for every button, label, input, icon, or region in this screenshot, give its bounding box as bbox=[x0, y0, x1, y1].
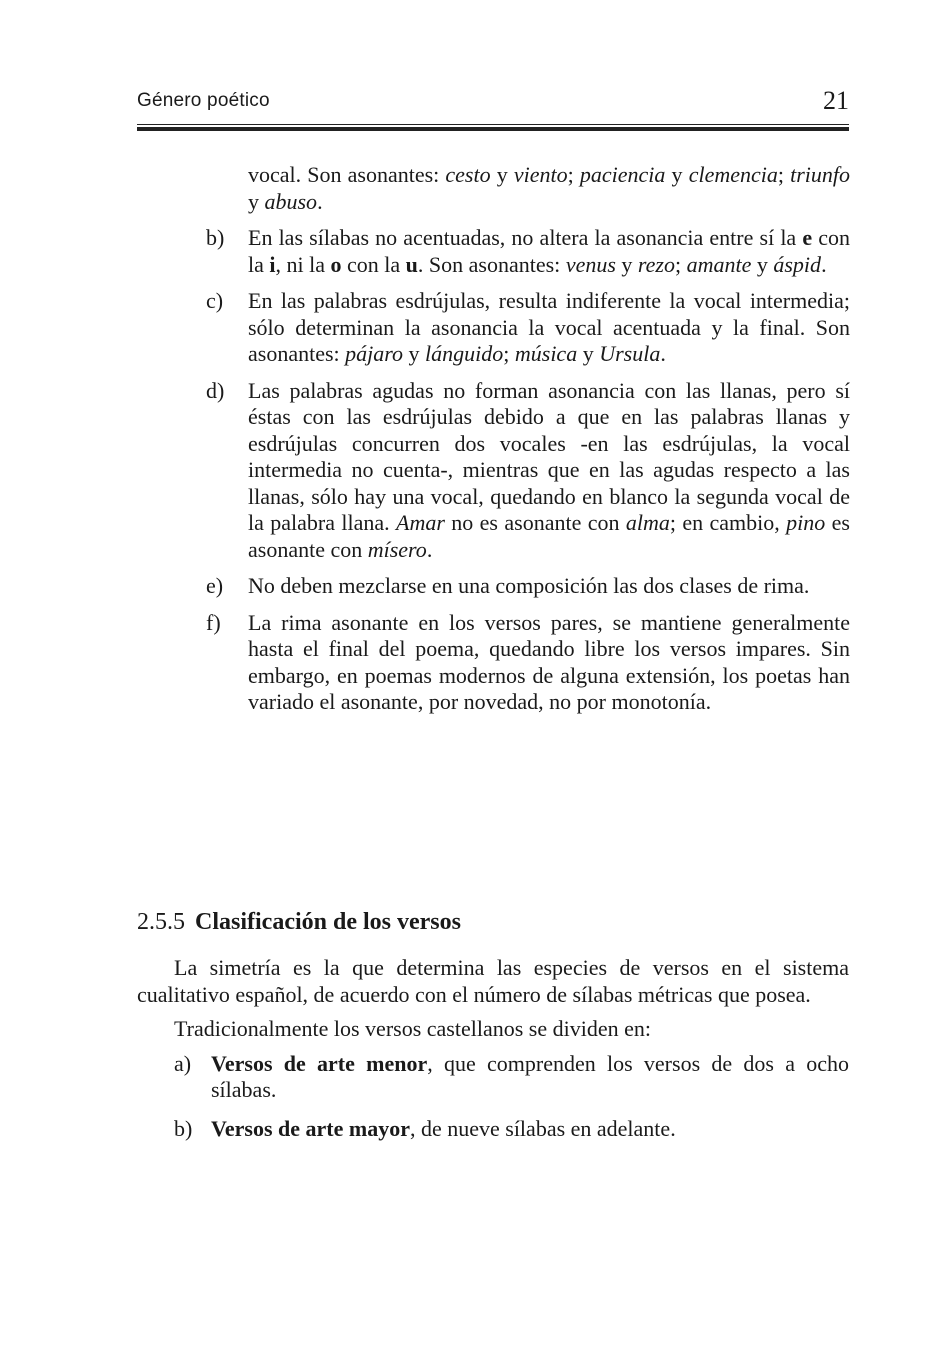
header-rule-thin bbox=[137, 124, 849, 125]
list-marker: a) bbox=[174, 1050, 192, 1076]
running-header bbox=[137, 88, 849, 116]
header-rule-thick bbox=[137, 127, 849, 131]
section-body bbox=[137, 955, 849, 1154]
section-heading bbox=[137, 909, 849, 936]
list-marker: b) bbox=[206, 225, 225, 250]
page-number: 21 bbox=[823, 86, 849, 115]
section-number: 2.5.5 bbox=[137, 909, 185, 935]
list-marker: c) bbox=[206, 288, 224, 313]
list-marker: d) bbox=[206, 377, 225, 403]
list-marker: b) bbox=[174, 1115, 193, 1141]
list-item-b: b) Versos de arte mayor, de nueve sílabas en adelante. bbox=[174, 1115, 676, 1141]
verse-types-list bbox=[137, 1051, 849, 1143]
list-item-b: b) En las sílabas no acentuadas, no altera la asonancia entre sí la e con la i, ni la o con la u. Son asonantes: venus y rezo; amante y áspid. bbox=[206, 225, 850, 277]
list-marker: f) bbox=[206, 609, 221, 635]
list-item-c: c) En las palabras esdrújulas, resulta indiferente la vocal intermedia; sólo determinan la asonancia la vocal acentuada y la final. Son asonantes: pájaro y lánguido; música y Ursula. bbox=[206, 288, 850, 366]
body-paragraph: Tradicionalmente los versos castellanos se dividen en: bbox=[174, 1016, 651, 1041]
section-title: Clasificación de los versos bbox=[195, 909, 461, 935]
list-item-e: e) No deben mezclarse en una composición las dos clases de rima. bbox=[206, 573, 810, 598]
list-item-d: d) Las palabras agudas no forman asonancia con las llanas, pero sí éstas con las esdrújulas debido a que en las palabras llanas y esdrújulas concurren dos vocales -en las esdrújulas, la vocal intermedia no cuenta-, mientras que en las agudas respecto a las llanas, sólo hay una vocal, quedando en blanco la segunda vocal de la palabra llana. Amar no es asonante con alma; en cambio, pino es asonante con mísero. bbox=[206, 377, 850, 562]
list-item-continuation: vocal. Son asonantes: cesto y viento; paciencia y clemencia; triunfo y abuso. bbox=[248, 162, 851, 214]
body-paragraph: La simetría es la que determina las especies de versos en el sistema cualitativo español, de acuerdo con el número de sílabas métricas que posea. bbox=[137, 955, 849, 1007]
list-item-f: f) La rima asonante en los versos pares, se mantiene generalmente hasta el final del poema, quedando libre los versos impares. Sin embargo, en poemas modernos de alguna extensión, los poetas han variado el asonante, por novedad, no por monotonía. bbox=[206, 609, 850, 714]
list-item-a: a) Versos de arte menor, que comprenden los versos de dos a ocho sílabas. bbox=[174, 1050, 849, 1102]
running-header-title: Género poético bbox=[137, 90, 270, 111]
rhyme-rules-list bbox=[200, 162, 850, 726]
list-marker: e) bbox=[206, 573, 224, 598]
